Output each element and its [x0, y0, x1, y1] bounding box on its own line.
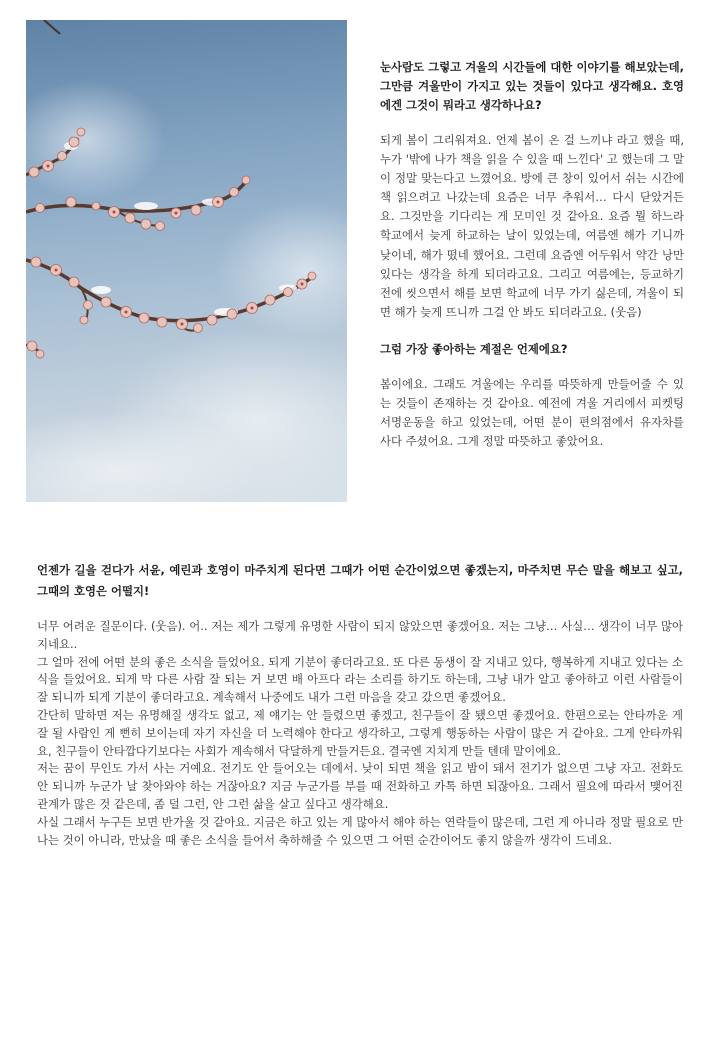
- answer-1: 되게 봄이 그리워져요. 언제 봄이 온 걸 느끼냐 라고 했을 때, 누가 '밖에 나가 책을 읽을 수 있을 때 느낀다' 고 했는데 그 말이 정말 맞는다고 느꼈어요. 방에 큰 창이 있어서 쉬는 시간에 책 읽으려고 나갔는데 요즘은 너무 추워서… 다시 닫았거든요. 그것만을 기다리는 게 모미인 것 같아요. 요즘 뭘 하느라 학교에서 늦게 하교하는 날이 있었는데, 여름엔 해가 기니까 낮이네, 해가 떴네 했어요. 그런데 요즘엔 어두워서 약간 낭만 있다는 생각을 하게 되더라고요. 그리고 여름에는, 등교하기 전에 씻으면서 해를 보면 학교에 너무 가기 싫은데, 겨울이 되면 해가 늦게 뜨니까 그걸 안 봐도 되더라고요. (웃음): [380, 133, 684, 319]
- blossom-photo: [26, 20, 347, 502]
- answer-3: [37, 618, 683, 849]
- interview-bottom-section: [37, 560, 683, 849]
- answer-3-paragraph: 그 얼마 전에 어떤 분의 좋은 소식을 들었어요. 되게 기분이 좋더라고요. 또 다른 동생이 잘 지내고 있다, 행복하게 지내고 있다는 소식을 들었어요. 되게 막 다른 사람 잘 되는 거 보면 배 아프다 라는 소리를 하기도 하는데, 그냥 내가 알고 좋아하고 이런 사람들이 잘 되니까 되게 기분이 좋더라고요. 계속해서 나중에도 내가 그런 마음을 갖고 갔으면 좋겠어요.: [37, 654, 683, 705]
- answer-3-paragraph: 너무 어려운 질문이다. (웃음). 어.. 저는 제가 그렇게 유명한 사람이 되지 않았으면 좋겠어요. 저는 그냥… 사실… 생각이 너무 많아지네요..: [37, 619, 683, 651]
- question-2: 그럼 가장 좋아하는 계절은 언제에요?: [380, 341, 568, 356]
- plum-blossom-branch-icon: [26, 20, 347, 502]
- question-1: 눈사람도 그렇고 겨울의 시간들에 대한 이야기를 해보았는데, 그만큼 겨울만이 가지고 있는 것들이 있다고 생각해요. 호영에겐 그것이 뭐라고 생각하나요?: [380, 60, 684, 112]
- answer-2: 봄이에요. 그래도 겨울에는 우리를 따뜻하게 만들어줄 수 있는 것들이 존재하는 것 같아요. 예전에 겨울 거리에서 피켓팅 서명운동을 하고 있었는데, 어떤 분이 편의점에서 유자차를 사다 주셨어요. 그게 정말 따뜻하고 좋았어요.: [380, 376, 684, 449]
- question-3: 언젠가 길을 걷다가 서윤, 예린과 호영이 마주치게 된다면 그때가 어떤 순간이었으면 좋겠는지, 마주치면 무슨 말을 해보고 싶고, 그때의 호영은 어떨지!: [37, 563, 683, 598]
- answer-3-paragraph: 저는 꿈이 무인도 가서 사는 거예요. 전기도 안 들어오는 데에서. 낮이 되면 책을 읽고 밤이 돼서 전기가 없으면 그냥 자고. 전화도 안 되니까 누군가 날 찾아와야 하는 거잖아요? 지금 누군가를 부를 때 전화하고 카톡 하면 되잖아요. 그래서 필요에 따라서 맺어진 관계가 많은 것 같은데, 좀 덜 그런, 안 그런 삶을 살고 싶다고 생각해요.: [37, 761, 683, 811]
- interview-right-column: [380, 58, 684, 451]
- answer-3-paragraph: 간단히 말하면 저는 유명해질 생각도 없고, 제 얘기는 안 들렸으면 좋겠고, 친구들이 잘 됐으면 좋겠어요. 한편으로는 안타까운 게 잘 될 사람인 게 뻔히 보이는데 자기 자신을 더 노력해야 한다고 생각하고, 그렇게 행동하는 사람이 많은 거 같아요. 그게 안타까워요, 친구들이 안타깝다기보다는 사회가 계속해서 닥달하게 만들거든요. 결국엔 지치게 만들 텐데 말이에요.: [37, 707, 683, 758]
- answer-3-paragraph: 사실 그래서 누구든 보면 반가울 것 같아요. 지금은 하고 있는 게 많아서 해야 하는 연락들이 많은데, 그런 게 아니라 정말 필요로 만나는 것이 아니라, 만났을 때 좋은 소식을 들어서 축하해줄 수 있으면 그 어떤 순간이어도 좋지 않을까 생각이 드네요.: [37, 814, 683, 847]
